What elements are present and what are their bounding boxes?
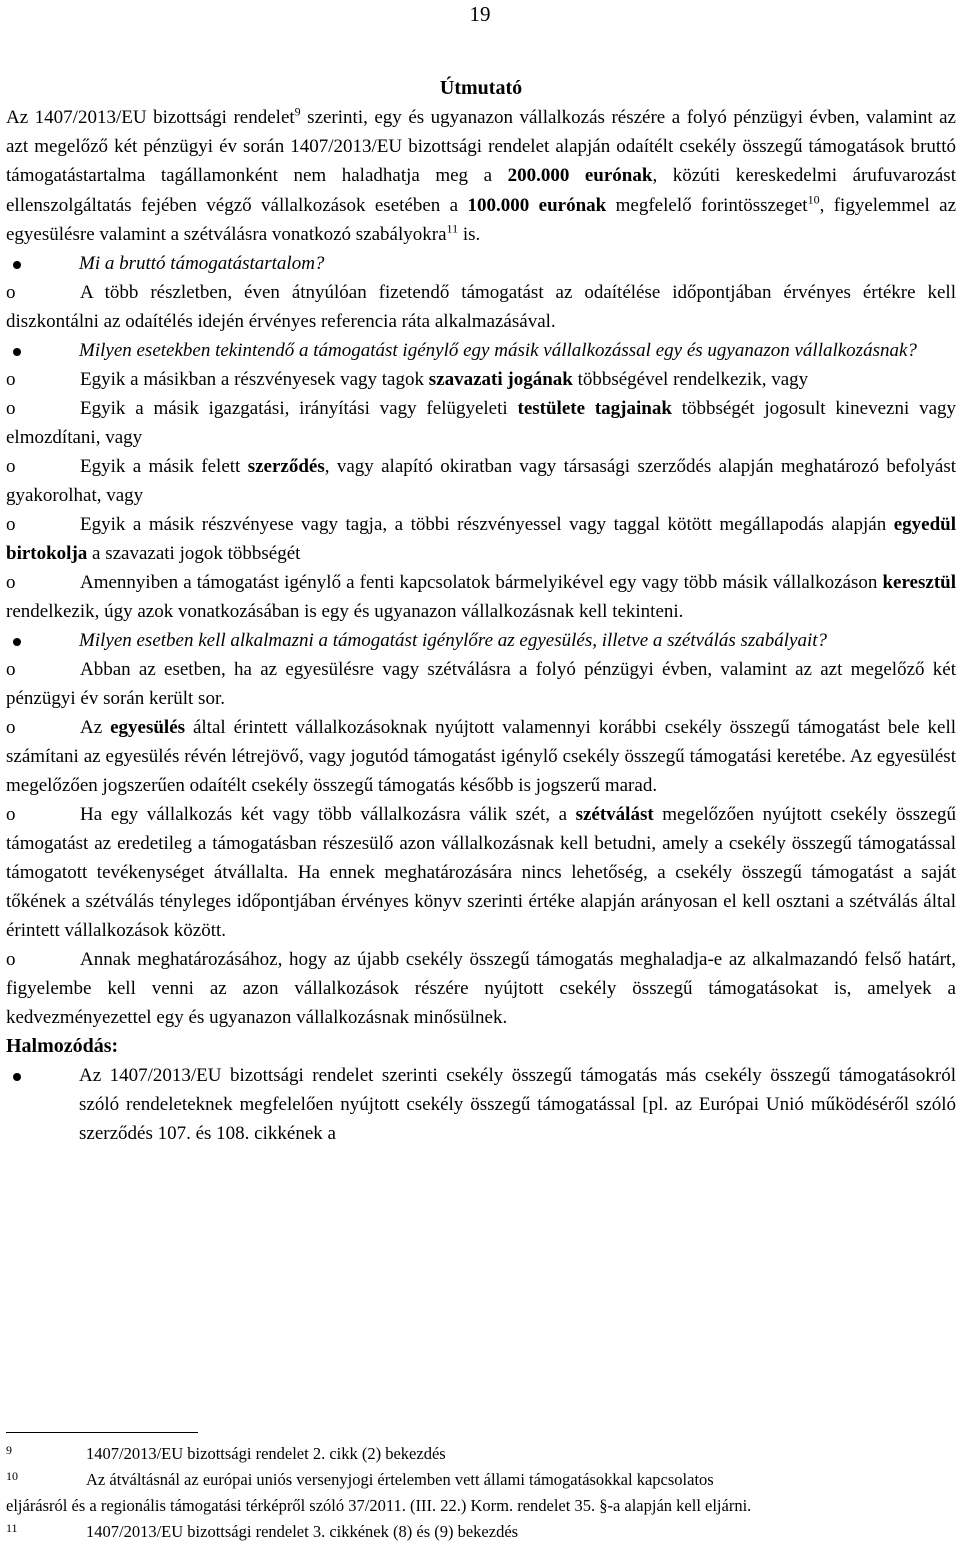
answer-text: megelőzően nyújtott csekély összegű támogatást az eredetileg a támogatásban részesülő azon vállalkozásnak kell betudni, amely a csekély összegű támogatással támogatott tevékenységet átvállalta. Ha ennek meghatározására nincs lehetőség, a csekély összegű támogatást a saját tőkének a szétválás tényleges időpontjában érvényes könyv szerinti értéke alapján arányosan el kell osztani a szétválás által érintett vállalkozások között. bbox=[6, 804, 956, 942]
answer-text: Egyik a másik részvényese vagy tagja, a többi részvényessel vagy taggal kötött megállapodás alapján bbox=[80, 514, 894, 536]
bullet-icon bbox=[11, 626, 61, 655]
answer-text: rendelkezik, úgy azok vonatkozásában is egy és ugyanazon vállalkozásnak kell tekinteni. bbox=[6, 601, 684, 623]
footnote-number: 11 bbox=[6, 1521, 18, 1535]
question-text: Milyen esetben kell alkalmazni a támogatást igénylőre az egyesülés, illetve a szétválás szabályait? bbox=[79, 630, 828, 652]
intro-text: is. bbox=[458, 223, 481, 245]
circle-bullet-icon: o bbox=[6, 456, 16, 478]
footnote-number: 9 bbox=[6, 1443, 12, 1457]
intro-text: Az 1407/2013/EU bizottsági rendelet bbox=[6, 107, 295, 128]
answer-item bbox=[6, 452, 956, 510]
section-title: Útmutató bbox=[439, 77, 523, 99]
answer-item bbox=[6, 278, 956, 336]
answer-item bbox=[6, 800, 956, 945]
footnote bbox=[6, 1467, 956, 1493]
intro-text: , közúti kereskedelmi árufuvarozást ellenszolgáltatás fejében végző vállalkozások esetében a bbox=[6, 165, 956, 216]
answer-item bbox=[6, 510, 956, 568]
answer-emphasis: egyedül birtokolja bbox=[6, 514, 956, 565]
circle-bullet-icon: o bbox=[6, 572, 16, 594]
answer-emphasis: keresztül bbox=[882, 572, 956, 594]
circle-bullet-icon: o bbox=[6, 949, 16, 971]
answer-emphasis: egyesülés bbox=[110, 717, 186, 739]
answer-text: Egyik a másik felett bbox=[80, 456, 248, 478]
footnote-ref-9: 9 bbox=[294, 104, 301, 119]
answer-emphasis: szétválást bbox=[575, 804, 654, 826]
answer-text: Amennyiben a támogatást igénylő a fenti kapcsolatok bármelyikével egy vagy több másik vállalkozáson bbox=[80, 572, 883, 594]
answer-item bbox=[6, 713, 956, 800]
answer-item bbox=[6, 365, 956, 394]
footnote-separator bbox=[6, 1432, 198, 1433]
circle-bullet-icon: o bbox=[6, 514, 16, 536]
halmozodas-bullet bbox=[6, 1061, 956, 1148]
footnote-ref-10: 10 bbox=[807, 192, 820, 207]
answer-item bbox=[6, 945, 956, 1032]
intro-text: megfelelő forintösszeget bbox=[606, 194, 808, 216]
answer-emphasis: szavazati jogának bbox=[428, 369, 573, 391]
question-bullet bbox=[6, 249, 956, 278]
circle-bullet-icon: o bbox=[6, 398, 16, 420]
answer-text: Abban az esetben, ha az egyesülésre vagy szétválásra a folyó pénzügyi évben, valamint az azt megelőző két pénzügyi év során került sor. bbox=[6, 659, 956, 710]
answer-text: többségét jogosult kinevezni vagy elmozdítani, vagy bbox=[6, 398, 956, 449]
answer-emphasis: szerződés bbox=[247, 456, 325, 478]
footnote-text: Az átváltásnál az európai uniós versenyjogi értelemben vett állami támogatásokkal kapcsolatos bbox=[86, 1470, 714, 1489]
bullet-icon bbox=[11, 1061, 61, 1090]
circle-bullet-icon: o bbox=[6, 369, 16, 391]
circle-bullet-icon: o bbox=[6, 804, 16, 826]
circle-bullet-icon: o bbox=[6, 282, 16, 304]
answer-text: többségével rendelkezik, vagy bbox=[572, 369, 809, 391]
intro-paragraph bbox=[6, 103, 956, 249]
answer-emphasis: testülete tagjainak bbox=[517, 398, 672, 420]
answer-item bbox=[6, 568, 956, 626]
circle-bullet-icon: o bbox=[6, 659, 16, 681]
footnote-ref-11: 11 bbox=[446, 221, 459, 236]
footnote-text: 1407/2013/EU bizottsági rendelet 2. cikk (2) bekezdés bbox=[86, 1444, 446, 1463]
footnotes bbox=[6, 1441, 956, 1545]
question-bullet bbox=[6, 626, 956, 655]
footnote-text: 1407/2013/EU bizottsági rendelet 3. cikkének (8) és (9) bekezdés bbox=[86, 1522, 519, 1541]
page-number: 19 bbox=[469, 2, 491, 26]
answer-text: Egyik a másik igazgatási, irányítási vagy felügyeleti bbox=[80, 398, 518, 420]
footnote-continuation: eljárásról és a regionális támogatási térképről szóló 37/2011. (III. 22.) Korm. rendelet 35. §-a alapján kell eljárni. bbox=[6, 1496, 752, 1515]
section-heading-halmozodas: Halmozódás: bbox=[6, 1035, 119, 1058]
answer-text: Ha egy vállalkozás két vagy több vállalkozásra válik szét, a bbox=[80, 804, 576, 826]
answer-text: Egyik a másikban a részvényesek vagy tagok bbox=[80, 369, 429, 391]
bullet-icon bbox=[11, 249, 61, 278]
intro-text: , figyelemmel az egyesülésre valamint a szétválásra vonatkozó szabályokra bbox=[6, 194, 957, 245]
answer-text: , vagy alapító okiratban vagy társasági szerződés alapján meghatározó befolyást gyakorolhat, vagy bbox=[6, 456, 956, 507]
answer-item bbox=[6, 394, 956, 452]
footnote-number: 10 bbox=[6, 1469, 18, 1483]
footnote bbox=[6, 1519, 956, 1545]
bullet-icon bbox=[11, 336, 61, 365]
halmozodas-text: Az 1407/2013/EU bizottsági rendelet szerinti csekély összegű támogatás más csekély összegű támogatásokról szóló rendeleteknek megfelelően nyújtott csekély összegű támogatással [pl. az Európai Unió működéséről szóló szerződés 107. és 108. cikkének a bbox=[79, 1065, 956, 1145]
question-text: Milyen esetekben tekintendő a támogatást igénylő egy másik vállalkozással egy és ugyanazon vállalkozásnak? bbox=[79, 340, 917, 362]
answer-text: Az bbox=[80, 717, 111, 739]
intro-text: szerinti, egy és ugyanazon vállalkozás részére a folyó pénzügyi évben, valamint az azt megelőző két pénzügyi év során 1407/2013/EU bizottsági rendelet alapján odaítélt csekély összegű támogatások bruttó támogatástartalma tagállamonként nem haladhatja meg a bbox=[6, 107, 956, 187]
amount-100000: 100.000 eurónak bbox=[467, 194, 607, 216]
document-body bbox=[6, 73, 956, 1148]
answer-item bbox=[6, 655, 956, 713]
question-bullet bbox=[6, 336, 956, 365]
amount-200000: 200.000 eurónak bbox=[507, 165, 653, 187]
circle-bullet-icon: o bbox=[6, 717, 16, 739]
answer-text: Annak meghatározásához, hogy az újabb csekély összegű támogatás meghaladja-e az alkalmazandó felső határt, figyelembe kell venni az azon vállalkozások részére nyújtott csekély összegű támogatásokat is, amelyek a kedvezményezettel egy és ugyanazon vállalkozásnak minősülnek. bbox=[6, 949, 956, 1029]
answer-text: által érintett vállalkozásoknak nyújtott valamennyi korábbi csekély összegű támogatást bele kell számítani az egyesülés révén létrejövő, vagy jogutód támogatást igénylő csekély összegű támogatási keretébe. Az egyesülést megelőzően jogszerűen odaítélt csekély összegű támogatás később is jogszerű marad. bbox=[6, 717, 956, 797]
footnote bbox=[6, 1441, 956, 1467]
answer-text: a szavazati jogok többségét bbox=[87, 543, 301, 565]
answer-text: A több részletben, éven átnyúlóan fizetendő támogatást az odaítélése időpontjában érvényes értékre kell diszkontálni az odaítélés idején érvényes referencia ráta alkalmazásával. bbox=[6, 282, 956, 333]
question-text: Mi a bruttó támogatástartalom? bbox=[79, 253, 325, 275]
